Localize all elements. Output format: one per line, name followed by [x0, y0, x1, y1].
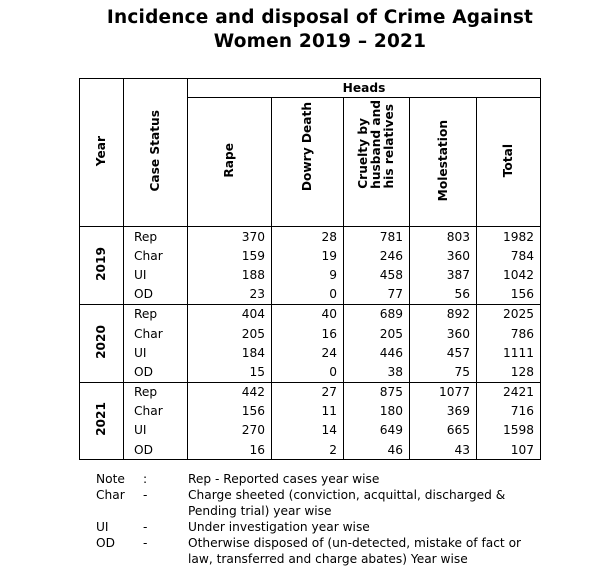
note-text: Otherwise disposed of (un-detected, mistake of fact or law, transferred and charge abates) Year wise	[188, 536, 522, 566]
table-row	[80, 362, 541, 382]
value-cell: 56	[410, 285, 477, 305]
table-row	[80, 304, 541, 324]
table-row	[80, 402, 541, 421]
value-cell: 38	[344, 362, 410, 382]
total-cell: 1982	[477, 227, 541, 247]
value-cell: 23	[188, 285, 272, 305]
note-key: Note	[96, 472, 125, 486]
value-cell: 246	[344, 246, 410, 265]
table-row	[80, 285, 541, 305]
value-cell: 156	[188, 402, 272, 421]
value-cell: 360	[410, 324, 477, 343]
total-cell: 716	[477, 402, 541, 421]
table-row	[80, 440, 541, 460]
value-cell: 892	[410, 304, 477, 324]
value-cell: 0	[272, 285, 344, 305]
table-row	[80, 382, 541, 402]
table-row	[80, 265, 541, 284]
value-cell: 270	[188, 421, 272, 440]
note-row	[96, 535, 548, 567]
note-text: Rep - Reported cases year wise	[188, 472, 380, 486]
col-header-total: Total	[477, 98, 541, 227]
col-header-rape: Rape	[188, 98, 272, 227]
total-cell: 1042	[477, 265, 541, 284]
col-header-dowry-death: Dowry Death	[272, 98, 344, 227]
total-cell: 2025	[477, 304, 541, 324]
total-cell: 1111	[477, 343, 541, 362]
note-key: Char	[96, 488, 125, 502]
value-cell: 2	[272, 440, 344, 460]
case-status-cell: Rep	[124, 304, 188, 324]
value-cell: 188	[188, 265, 272, 284]
note-row	[96, 487, 548, 519]
value-cell: 689	[344, 304, 410, 324]
note-row	[96, 471, 548, 487]
table-row	[80, 421, 541, 440]
value-cell: 205	[188, 324, 272, 343]
table-row	[80, 246, 541, 265]
note-row	[96, 519, 548, 535]
crime-table	[79, 78, 541, 460]
value-cell: 1077	[410, 382, 477, 402]
note-sep: :	[143, 472, 148, 486]
case-status-cell: Char	[124, 402, 188, 421]
value-cell: 781	[344, 227, 410, 247]
total-cell: 107	[477, 440, 541, 460]
value-cell: 40	[272, 304, 344, 324]
value-cell: 46	[344, 440, 410, 460]
total-cell: 156	[477, 285, 541, 305]
col-header-cruelty: Cruelty byhusband andhis relatives	[344, 98, 410, 227]
total-cell: 786	[477, 324, 541, 343]
table-row	[80, 227, 541, 247]
value-cell: 11	[272, 402, 344, 421]
value-cell: 404	[188, 304, 272, 324]
value-cell: 77	[344, 285, 410, 305]
value-cell: 9	[272, 265, 344, 284]
total-cell: 128	[477, 362, 541, 382]
year-cell: 2021	[80, 382, 124, 460]
page-title	[0, 6, 600, 54]
value-cell: 24	[272, 343, 344, 362]
value-cell: 14	[272, 421, 344, 440]
value-cell: 159	[188, 246, 272, 265]
value-cell: 0	[272, 362, 344, 382]
case-status-cell: Char	[124, 324, 188, 343]
value-cell: 442	[188, 382, 272, 402]
year-header: Year	[80, 79, 124, 227]
value-cell: 205	[344, 324, 410, 343]
total-cell: 784	[477, 246, 541, 265]
value-cell: 360	[410, 246, 477, 265]
value-cell: 458	[344, 265, 410, 284]
col-header-molestation: Molestation	[410, 98, 477, 227]
value-cell: 457	[410, 343, 477, 362]
case-status-cell: Rep	[124, 382, 188, 402]
note-key: OD	[96, 536, 115, 550]
value-cell: 446	[344, 343, 410, 362]
value-cell: 369	[410, 402, 477, 421]
note-sep: -	[143, 520, 148, 534]
case-status-cell: OD	[124, 440, 188, 460]
value-cell: 803	[410, 227, 477, 247]
value-cell: 370	[188, 227, 272, 247]
note-text: Under investigation year wise	[188, 520, 370, 534]
year-cell: 2019	[80, 227, 124, 305]
note-sep: -	[143, 536, 148, 550]
table-row	[80, 324, 541, 343]
title-line-1: Incidence and disposal of Crime Against	[106, 7, 534, 28]
case-status-cell: OD	[124, 285, 188, 305]
case-status-cell: UI	[124, 421, 188, 440]
title-line-2: Women 2019 – 2021	[213, 31, 427, 52]
total-cell: 2421	[477, 382, 541, 402]
note-sep: -	[143, 488, 148, 502]
value-cell: 19	[272, 246, 344, 265]
heads-header: Heads	[188, 79, 541, 98]
value-cell: 665	[410, 421, 477, 440]
case-status-header: Case Status	[124, 79, 188, 227]
value-cell: 180	[344, 402, 410, 421]
value-cell: 649	[344, 421, 410, 440]
value-cell: 875	[344, 382, 410, 402]
value-cell: 43	[410, 440, 477, 460]
note-text: Charge sheeted (conviction, acquittal, discharged & Pending trial) year wise	[188, 488, 506, 518]
value-cell: 27	[272, 382, 344, 402]
case-status-cell: OD	[124, 362, 188, 382]
value-cell: 15	[188, 362, 272, 382]
notes-legend	[96, 471, 548, 567]
value-cell: 75	[410, 362, 477, 382]
case-status-cell: Rep	[124, 227, 188, 247]
table-row	[80, 343, 541, 362]
note-key: UI	[96, 520, 109, 534]
year-cell: 2020	[80, 304, 124, 382]
case-status-cell: UI	[124, 343, 188, 362]
value-cell: 387	[410, 265, 477, 284]
case-status-cell: Char	[124, 246, 188, 265]
value-cell: 16	[188, 440, 272, 460]
value-cell: 28	[272, 227, 344, 247]
total-cell: 1598	[477, 421, 541, 440]
case-status-cell: UI	[124, 265, 188, 284]
value-cell: 184	[188, 343, 272, 362]
value-cell: 16	[272, 324, 344, 343]
